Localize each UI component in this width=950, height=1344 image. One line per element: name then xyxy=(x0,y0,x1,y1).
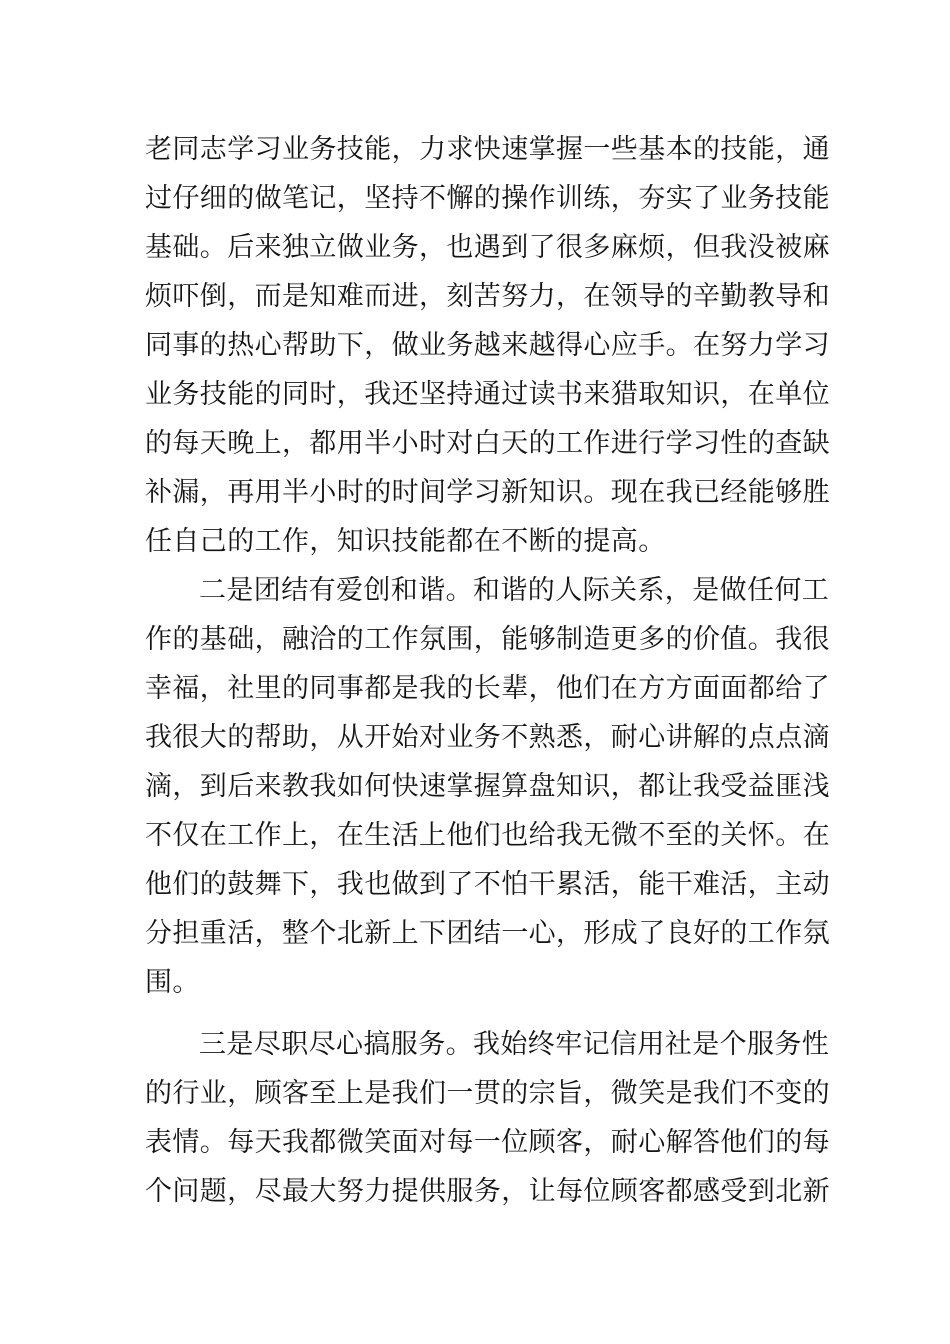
text-line: 同事的热心帮助下，做业务越来越得心应手。在努力学习 xyxy=(145,330,830,361)
text-line: 围。 xyxy=(145,967,200,998)
text-line: 的每天晚上，都用半小时对白天的工作进行学习性的查缺 xyxy=(145,428,830,459)
text-line: 的行业，顾客至上是我们一贯的宗旨，微笑是我们不变的 xyxy=(145,1078,830,1109)
text-line: 他们的鼓舞下，我也做到了不怕干累活，能干难活，主动 xyxy=(145,869,830,900)
text-line: 表情。每天我都微笑面对每一位顾客，耐心解答他们的每 xyxy=(145,1127,830,1158)
text-line: 分担重活，整个北新上下团结一心，形成了良好的工作氛 xyxy=(145,918,830,949)
text-line: 滴，到后来教我如何快速掌握算盘知识，都让我受益匪浅 xyxy=(145,771,830,802)
text-line: 作的基础，融洽的工作氛围，能够制造更多的价值。我很 xyxy=(145,624,830,655)
text-line: 烦吓倒，而是知难而进，刻苦努力，在领导的辛勤教导和 xyxy=(145,281,830,312)
text-line: 基础。后来独立做业务，也遇到了很多麻烦，但我没被麻 xyxy=(145,232,830,263)
text-line: 过仔细的做笔记，坚持不懈的操作训练，夯实了业务技能 xyxy=(145,183,830,214)
paragraph-start-line: 二是团结有爱创和谐。和谐的人际关系，是做任何工 xyxy=(199,575,830,606)
paragraph-start-line: 三是尽职尽心搞服务。我始终牢记信用社是个服务性 xyxy=(199,1029,830,1060)
text-line: 任自己的工作，知识技能都在不断的提高。 xyxy=(145,526,666,557)
text-line: 幸福，社里的同事都是我的长辈，他们在方方面面都给了 xyxy=(145,673,830,704)
text-line: 不仅在工作上，在生活上他们也给我无微不至的关怀。在 xyxy=(145,820,830,851)
text-line: 业务技能的同时，我还坚持通过读书来猎取知识，在单位 xyxy=(145,379,830,410)
text-line: 个问题，尽最大努力提供服务，让每位顾客都感受到北新 xyxy=(145,1176,830,1207)
text-line: 补漏，再用半小时的时间学习新知识。现在我已经能够胜 xyxy=(145,477,830,508)
text-line: 老同志学习业务技能，力求快速掌握一些基本的技能，通 xyxy=(145,134,830,165)
text-line: 我很大的帮助，从开始对业务不熟悉，耐心讲解的点点滴 xyxy=(145,722,830,753)
